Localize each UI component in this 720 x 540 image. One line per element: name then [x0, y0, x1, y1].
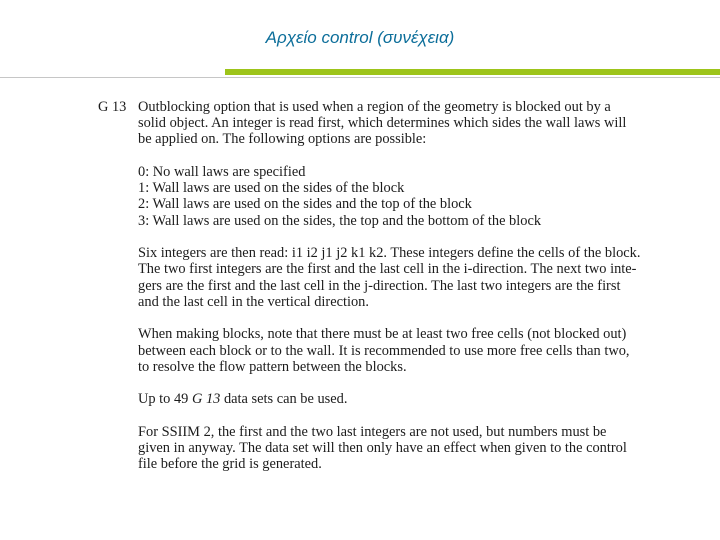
text-line: The two first integers are the first and the last cell in the i-direction. The next two inte-	[138, 261, 637, 278]
entry-code: G 13	[98, 99, 127, 115]
option-item: 1: Wall laws are used on the sides of the block	[138, 180, 405, 197]
intro-paragraph	[138, 99, 638, 148]
ssiim2-paragraph	[138, 424, 638, 473]
text-line: Six integers are then read: i1 i2 j1 j2 k1 k2. These integers define the cells of the block.	[138, 245, 641, 262]
title-divider	[0, 77, 720, 78]
entry-description	[138, 99, 641, 473]
text-line: given in anyway. The data set will then only have an effect when given to the control	[138, 440, 627, 457]
option-item: 2: Wall laws are used on the sides and the top of the block	[138, 196, 472, 213]
text-line: to resolve the flow pattern between the blocks.	[138, 358, 407, 375]
text-line: be applied on. The following options are possible:	[138, 131, 427, 148]
text-line: When making blocks, note that there must be at least two free cells (not blocked out)	[138, 326, 627, 343]
text-line	[138, 391, 638, 407]
blocks-paragraph	[138, 326, 638, 375]
option-item: 0: No wall laws are specified	[138, 164, 306, 180]
limit-emphasis: G 13	[191, 391, 221, 408]
options-list	[138, 164, 638, 229]
text-line: gers are the first and the last cell in the j-direction. The last two integers are the first	[138, 277, 621, 294]
text-line: solid object. An integer is read first, which determines which sides the wall laws will	[138, 115, 627, 132]
limit-prefix: Up to 49	[138, 391, 192, 408]
document-body	[98, 99, 641, 473]
limit-paragraph	[138, 391, 638, 407]
title-accent-rule	[225, 69, 720, 75]
text-line: file before the grid is generated.	[138, 456, 322, 473]
text-line: and the last cell in the vertical direction.	[138, 293, 369, 310]
text-line: Outblocking option that is used when a region of the geometry is blocked out by a	[138, 99, 611, 115]
text-line: For SSIIM 2, the first and the two last integers are not used, but numbers must be	[138, 424, 607, 440]
manual-entry-g13	[98, 99, 641, 473]
text-line: between each block or to the wall. It is recommended to use more free cells than two,	[138, 342, 630, 359]
limit-suffix: data sets can be used.	[220, 391, 348, 408]
integers-paragraph	[138, 245, 641, 310]
option-item: 3: Wall laws are used on the sides, the top and the bottom of the block	[138, 212, 542, 229]
slide-title: Αρχείο control (συνέχεια)	[265, 28, 455, 47]
